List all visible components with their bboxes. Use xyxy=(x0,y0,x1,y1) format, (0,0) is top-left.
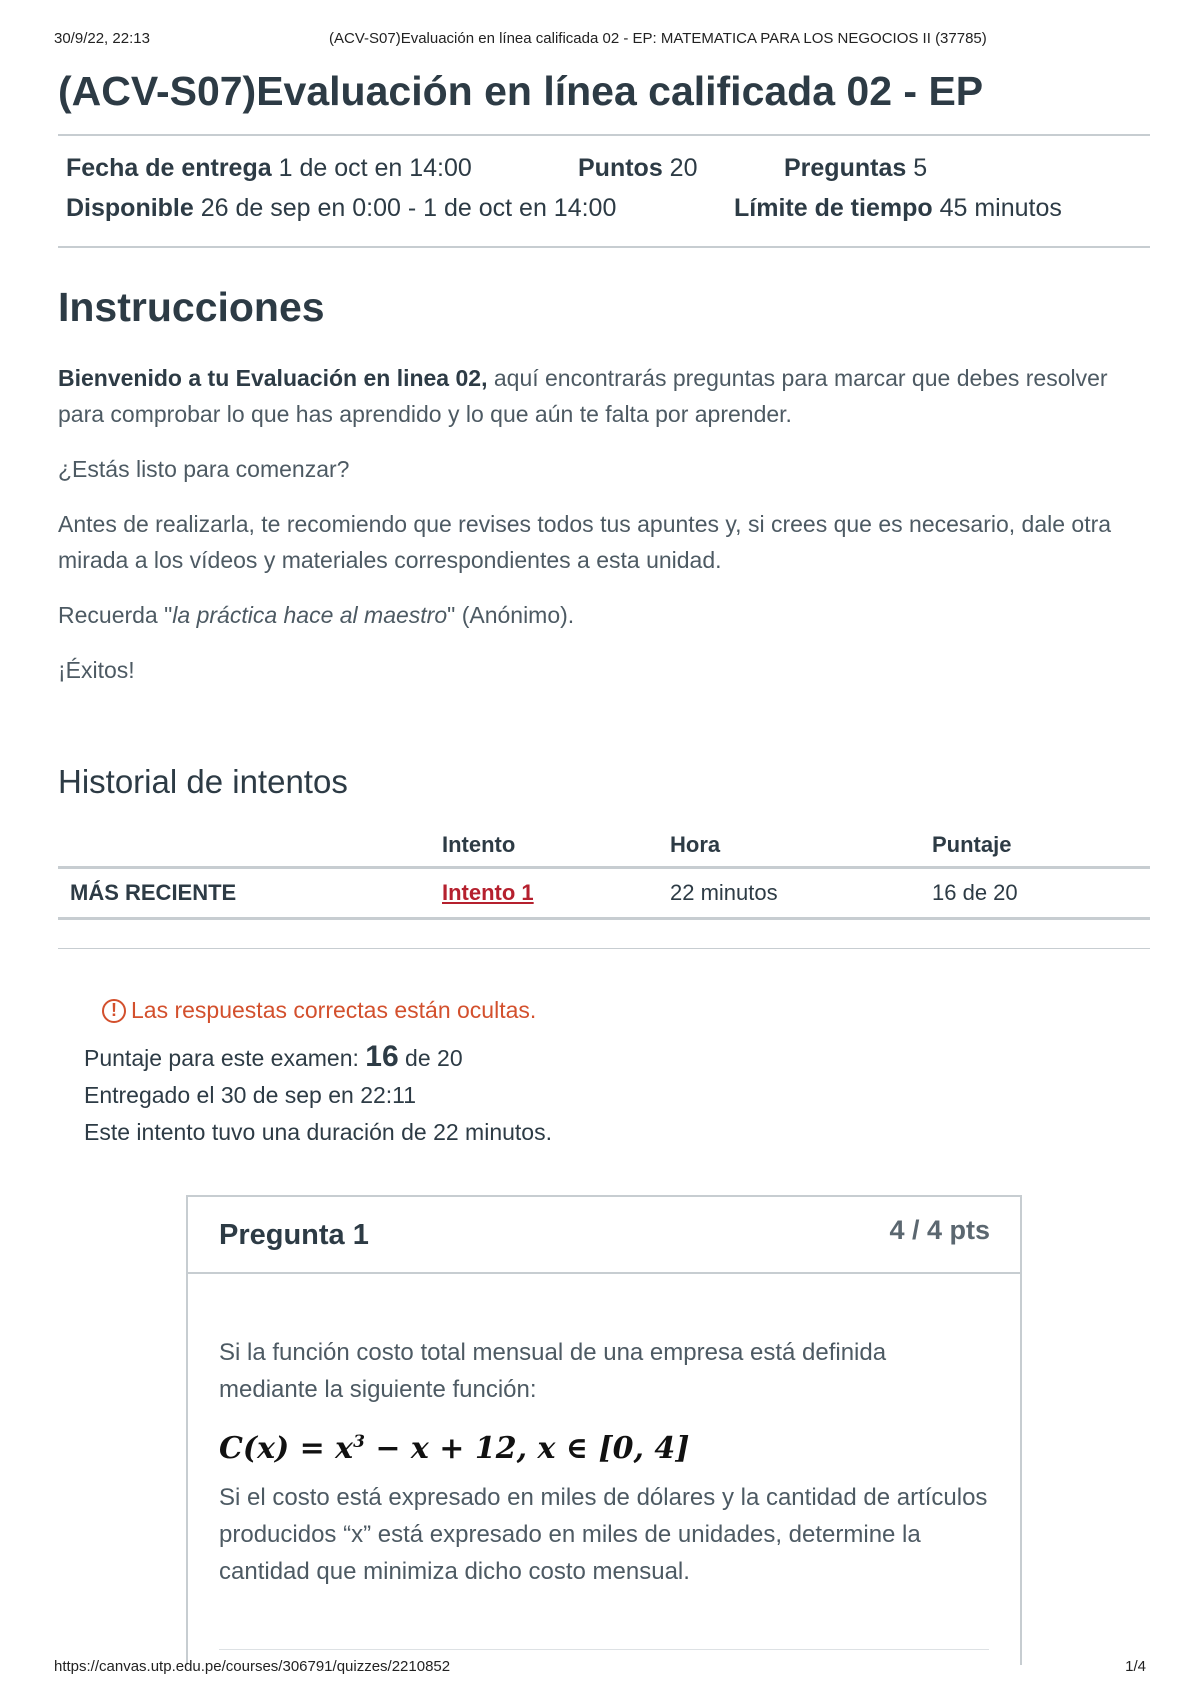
questions-label: Preguntas xyxy=(784,154,907,182)
question-body xyxy=(188,1274,1020,1590)
points xyxy=(578,154,697,183)
questions-value: 5 xyxy=(913,154,928,182)
instructions-heading: Instrucciones xyxy=(58,284,325,330)
question-points: 4 / 4 pts xyxy=(889,1215,990,1245)
welcome-rest: aquí encontrarás preguntas para marcar que debes resolver para comprobar lo que has aprendido y lo que aún te falta por aprender. xyxy=(58,365,1108,427)
quiz-details xyxy=(58,136,1150,246)
instructions-paragraph: ¡Éxitos! xyxy=(58,657,135,683)
divider xyxy=(58,246,1150,248)
print-document-title: (ACV-S07)Evaluación en línea calificada 02 - EP: MATEMATICA PARA LOS NEGOCIOS II (37785) xyxy=(329,30,987,47)
points-value: 20 xyxy=(669,154,698,182)
availability xyxy=(66,194,616,223)
quote-before: Recuerda " xyxy=(58,602,173,628)
attempt-time: 22 minutos xyxy=(670,868,932,919)
column-header: Hora xyxy=(670,818,932,868)
welcome-text: Bienvenido a tu Evaluación en linea 02, xyxy=(58,365,488,391)
print-footer xyxy=(54,1658,1146,1678)
due-value: 1 de oct en 14:00 xyxy=(278,154,472,182)
attempts-table xyxy=(58,818,1150,920)
due-label: Fecha de entrega xyxy=(66,154,272,182)
column-header xyxy=(58,818,442,868)
attempt-score: 16 de 20 xyxy=(932,868,1150,919)
page-number: 1/4 xyxy=(1125,1658,1146,1675)
page-title: (ACV-S07)Evaluación en línea calificada 02 - EP xyxy=(58,68,984,114)
instructions-paragraph: ¿Estás listo para comenzar? xyxy=(58,456,350,482)
print-date: 30/9/22, 22:13 xyxy=(54,30,150,47)
question-card xyxy=(186,1195,1022,1665)
results-summary xyxy=(84,1038,1150,1151)
divider xyxy=(219,1649,989,1650)
questions-count xyxy=(784,154,927,183)
column-header: Intento xyxy=(442,818,670,868)
score-prefix: Puntaje para este examen: xyxy=(84,1045,366,1071)
submitted-date: Entregado el 30 de sep en 22:11 xyxy=(84,1082,417,1108)
question-title: Pregunta 1 xyxy=(219,1219,369,1251)
time-limit xyxy=(734,194,1062,223)
instructions-paragraph xyxy=(58,360,1150,432)
table-header-row xyxy=(58,818,1150,868)
available-label: Disponible xyxy=(66,194,194,222)
quote-after: " (Anónimo). xyxy=(447,602,575,628)
table-row xyxy=(58,868,1150,919)
print-url: https://canvas.utp.edu.pe/courses/306791/quizzes/2210852 xyxy=(54,1658,451,1675)
formula-left: C(x) = x xyxy=(219,1431,354,1466)
due-date xyxy=(66,154,472,183)
history-heading: Historial de intentos xyxy=(58,763,348,800)
exam-score xyxy=(84,1038,1150,1077)
points-label: Puntos xyxy=(578,154,663,182)
question-header xyxy=(188,1197,1020,1274)
exclamation-icon: ! xyxy=(102,999,126,1023)
divider xyxy=(58,948,1150,949)
question-text: Si la función costo total mensual de una empresa está definida mediante la siguiente función: xyxy=(219,1339,887,1403)
print-header xyxy=(54,30,1146,50)
cost-formula xyxy=(219,1422,989,1469)
formula-right: − x + 12, x ∈ [0, 4] xyxy=(364,1431,690,1466)
instructions-paragraph: Antes de realizarla, te recomiendo que revises todos tus apuntes y, si crees que es necesario, dale otra mirada a los vídeos y materiales correspondientes a esta unidad. xyxy=(58,511,1112,573)
available-value: 26 de sep en 0:00 - 1 de oct en 14:00 xyxy=(200,194,617,222)
warning-text: Las respuestas correctas están ocultas. xyxy=(131,997,537,1023)
attempt-label: MÁS RECIENTE xyxy=(58,868,442,919)
score-value: 16 xyxy=(365,1040,399,1073)
formula-exponent: 3 xyxy=(353,1432,365,1452)
column-header: Puntaje xyxy=(932,818,1150,868)
time-limit-value: 45 minutos xyxy=(939,194,1062,222)
attempt-duration: Este intento tuvo una duración de 22 minutos. xyxy=(84,1119,552,1145)
instructions-body xyxy=(58,360,1150,688)
quiz-content xyxy=(58,62,1150,1151)
score-suffix: de 20 xyxy=(398,1045,463,1071)
question-text: Si el costo está expresado en miles de dólares y la cantidad de artículos producidos “x” está expresado en miles de unidades, determine la cantidad que minimiza dicho costo mensual. xyxy=(219,1484,988,1585)
instructions-paragraph xyxy=(58,597,1150,633)
quote-italic: la práctica hace al maestro xyxy=(172,602,448,628)
time-limit-label: Límite de tiempo xyxy=(734,194,933,222)
attempt-link[interactable]: Intento 1 xyxy=(442,880,534,905)
answers-hidden-warning xyxy=(102,997,1150,1024)
